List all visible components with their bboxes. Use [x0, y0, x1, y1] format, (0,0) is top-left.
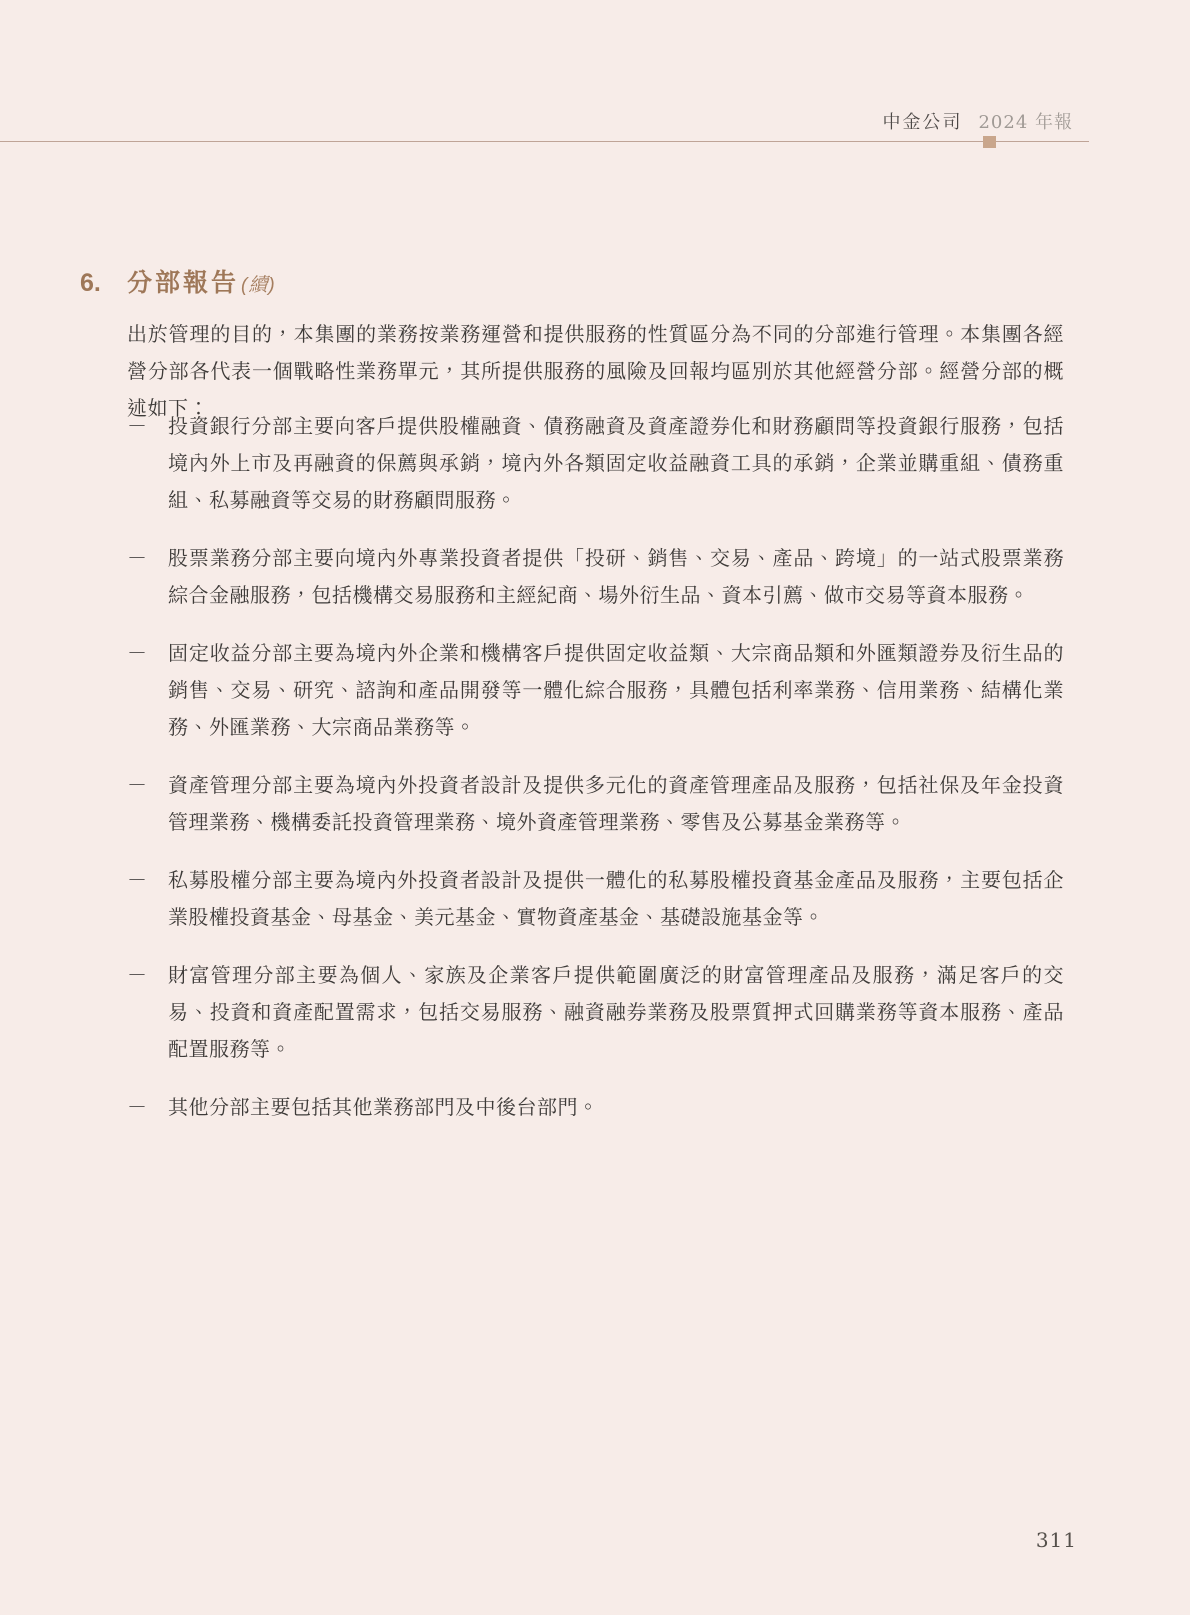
segment-bullet-others — [127, 1090, 1064, 1127]
section-heading — [80, 268, 276, 301]
segment-bullet-wealth-management — [127, 958, 1064, 1069]
segment-description: 投資銀行分部主要向客戶提供股權融資、債務融資及資產證券化和財務顧問等投資銀行服務，包括境內外上市及再融資的保薦與承銷，境內外各類固定收益融資工具的承銷，企業並購重組、債務重組、私募融資等交易的財務顧問服務。 — [168, 416, 1064, 512]
section-continued-label: (續) — [241, 275, 276, 296]
segment-bullet-investment-banking — [127, 409, 1064, 520]
report-year: 2024 年報 — [978, 112, 1073, 133]
company-name: 中金公司 — [882, 112, 963, 133]
segment-description: 私募股權分部主要為境內外投資者設計及提供一體化的私募股權投資基金產品及服務，主要包括企業股權投資基金、母基金、美元基金、實物資產基金、基礎設施基金等。 — [168, 870, 1064, 929]
bullet-dash: － — [127, 775, 148, 797]
running-header — [882, 108, 1073, 134]
bullet-dash: － — [127, 643, 148, 665]
bullet-dash: － — [127, 870, 148, 892]
segment-description: 財富管理分部主要為個人、家族及企業客戶提供範圍廣泛的財富管理產品及服務，滿足客戶的交易、投資和資產配置需求，包括交易服務、融資融券業務及股票質押式回購業務等資本服務、產品配置服務等。 — [168, 965, 1064, 1061]
segment-description: 其他分部主要包括其他業務部門及中後台部門。 — [168, 1097, 599, 1119]
segment-list — [127, 409, 1064, 1148]
header-rule-square-marker — [983, 136, 996, 148]
segment-bullet-private-equity — [127, 863, 1064, 937]
segment-description: 資產管理分部主要為境內外投資者設計及提供多元化的資產管理產品及服務，包括社保及年金投資管理業務、機構委託投資管理業務、境外資產管理業務、零售及公募基金業務等。 — [168, 775, 1064, 834]
page-number: 311 — [1035, 1528, 1077, 1552]
segment-bullet-fixed-income — [127, 636, 1064, 747]
segment-description: 固定收益分部主要為境內外企業和機構客戶提供固定收益類、大宗商品類和外匯類證券及衍生品的銷售、交易、研究、諮詢和產品開發等一體化綜合服務，具體包括利率業務、信用業務、結構化業務、外匯業務、大宗商品業務等。 — [168, 643, 1064, 739]
section-number: 6. — [80, 269, 101, 297]
intro-paragraph: 出於管理的目的，本集團的業務按業務運營和提供服務的性質區分為不同的分部進行管理。本集團各經營分部各代表一個戰略性業務單元，其所提供服務的風險及回報均區別於其他經營分部。經營分部的概述如下： — [127, 324, 1064, 420]
segment-bullet-asset-management — [127, 768, 1064, 842]
section-title: 分部報告 — [127, 269, 240, 297]
segment-bullet-equities — [127, 541, 1064, 615]
bullet-dash: － — [127, 1097, 148, 1119]
bullet-dash: － — [127, 965, 148, 987]
header-rule — [0, 141, 1089, 142]
bullet-dash: － — [127, 548, 148, 570]
bullet-dash: － — [127, 416, 148, 438]
segment-description: 股票業務分部主要向境內外專業投資者提供「投研、銷售、交易、產品、跨境」的一站式股票業務綜合金融服務，包括機構交易服務和主經紀商、場外衍生品、資本引薦、做市交易等資本服務。 — [168, 548, 1064, 607]
